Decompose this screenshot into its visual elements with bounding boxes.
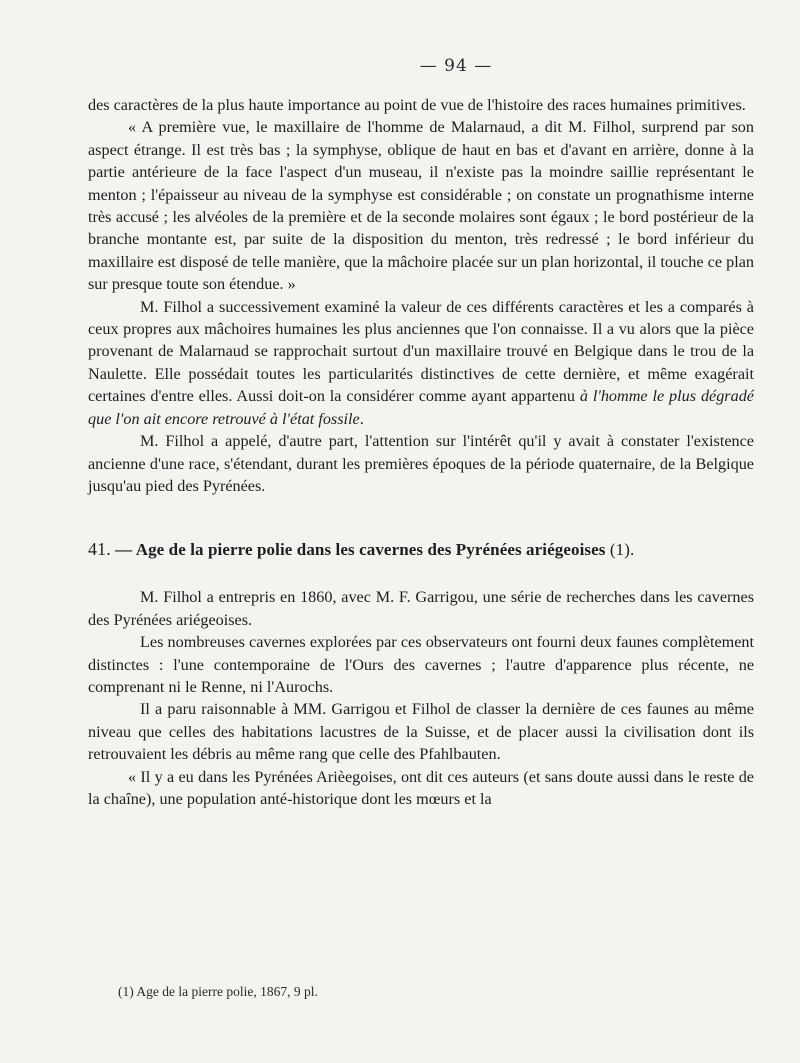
paragraph-continuation: des caractères de la plus haute importance au point de vue de l'histoire des races humaines primitives. [88, 96, 746, 114]
section-number: 41. [88, 539, 111, 560]
section-heading: 41. — Age de la pierre polie dans les cavernes des Pyrénées ariégeoises (1). [88, 539, 635, 560]
page-number: — 94 — [419, 56, 493, 76]
paragraph-quote-auteurs: « Il y a eu dans les Pyrénées Arièegoises, ont dit ces auteurs (et sans doute aussi dans le reste de la chaîne), une population anté-historique dont les mœurs et la [88, 767, 754, 808]
paragraph-attention: M. Filhol a appelé, d'autre part, l'attention sur l'intérêt qu'il y avait à constater l'existence ancienne d'une race, s'étendant, durant les premières époques de la période quaternaire, de la Belgique jusqu'au pied des Pyrénées. [88, 432, 754, 495]
footnote-reference: (1). [609, 540, 635, 560]
paragraph-classification: Il a paru raisonnable à MM. Garrigou et Filhol de classer la dernière de ces faunes au même niveau que celles des habitations lacustres de la Suisse, et de placer aussi la civilisation dont ils retrouvaient les débris au même rang que celle des Pfahlbauten. [88, 700, 754, 764]
footnote: (1) Age de la pierre polie, 1867, 9 pl. [118, 984, 318, 999]
paragraph-comparison-italic: à l'homme le plus dégradé que l'on ait encore retrouvé à l'état fossile [88, 387, 754, 428]
paragraph-comparison-text: M. Filhol a successivement examiné la valeur de ces différents caractères et les a comparés à ceux propres aux mâchoires humaines les plus anciennes que l'on connaisse. Il a vu alors que la pièce provenant de Malarnaud se rapprochait surtout d'un maxillaire trouvé en Belgique dans le trou de la Naulette. Elle possédait toutes les particularités distinctives de cette dernière, et même exagérait certaines d'entre elles. Aussi doit-on la considérer comme ayant appartenu [88, 297, 754, 406]
paragraph-faunes: Les nombreuses cavernes explorées par ces observateurs ont fourni deux faunes complètement distinctes : l'une contemporaine de l'Ours des cavernes ; l'autre d'apparence plus récente, ne comprenant ni le Renne, ni l'Aurochs. [88, 633, 754, 696]
section-title: Age de la pierre polie dans les cavernes des Pyrénées ariégeoises [135, 540, 606, 560]
paragraph-comparison-end: . [359, 409, 364, 428]
paragraph-quote-filhol: « A première vue, le maxillaire de l'homme de Malarnaud, a dit M. Filhol, surprend par son aspect étrange. Il est très bas ; la symphyse, oblique de haut en bas et d'avant en arrière, donne à la partie antérieure de la face l'aspect d'un museau, il n'existe pas la moindre saillie représentant le menton ; l'épaisseur au niveau de la symphyse est considérable ; on constate un prognathisme interne très accusé ; les alvéoles de la première et de la seconde molaires sont égaux ; le bord postérieur de la branche montante est, par suite de la disposition du menton, très redressé ; le bord inférieur du maxillaire est disposé de telle manière, que la mâchoire placée sur un plan horizontal, il touche ce plan sur presque toute son étendue. » [88, 118, 754, 294]
paragraph-comparison [88, 296, 754, 430]
paragraph-research: M. Filhol a entrepris en 1860, avec M. F. Garrigou, une série de recherches dans les cavernes des Pyrénées ariégeoises. [88, 588, 754, 629]
